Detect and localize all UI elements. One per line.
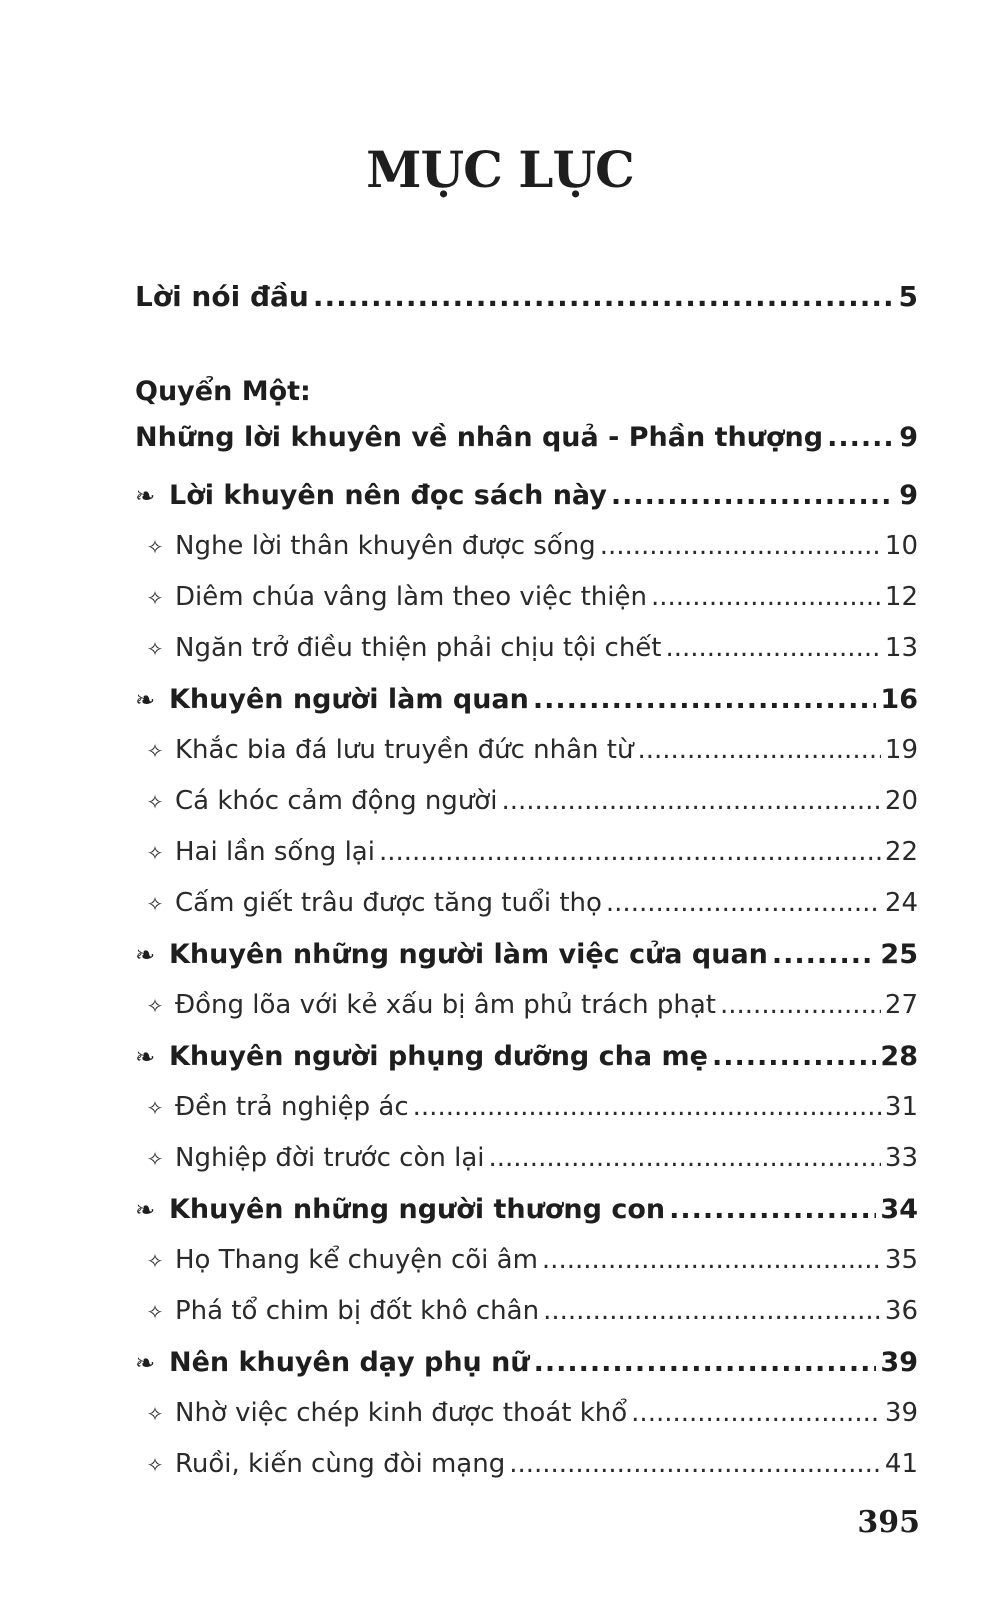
leader-dots	[611, 480, 895, 511]
toc-entry-label: Khắc bia đá lưu truyền đức nhân từ	[175, 735, 634, 765]
toc-entry-page: 28	[880, 1041, 918, 1072]
toc-entry-label: Nghe lời thân khuyên được sống	[175, 531, 596, 561]
leader-dots	[543, 1296, 881, 1326]
leader-dots	[313, 280, 895, 313]
toc-entry-label: Họ Thang kể chuyện cõi âm	[175, 1245, 538, 1275]
toc-entry-label: Cá khóc cảm động người	[175, 786, 498, 816]
leader-dots	[379, 837, 881, 867]
toc-entry-label: Nhờ việc chép kinh được thoát khổ	[175, 1398, 628, 1428]
leader-dots	[651, 582, 881, 612]
four-point-star-icon: ✧	[146, 790, 164, 814]
leader-dots	[533, 684, 877, 715]
leader-dots	[637, 735, 880, 765]
floral-ornament-icon: ❧	[135, 941, 156, 969]
four-point-star-icon: ✧	[146, 1402, 164, 1426]
toc-entry-label: Khuyên những người làm việc cửa quan	[169, 939, 768, 970]
toc-section	[135, 1194, 918, 1245]
toc-entry-page: 39	[884, 1398, 918, 1428]
toc-section	[135, 939, 918, 990]
toc-entry-label: Cấm giết trâu được tăng tuổi thọ	[175, 888, 602, 918]
toc-item	[135, 786, 918, 837]
toc-entry-label: Đồng lõa với kẻ xấu bị âm phủ trách phạt	[175, 990, 716, 1020]
toc-entry-label: Khuyên người làm quan	[169, 684, 529, 715]
leader-dots	[720, 990, 881, 1020]
toc-entry-page: 10	[884, 531, 918, 561]
toc-entry-page: 5	[898, 280, 918, 313]
four-point-star-icon: ✧	[146, 586, 164, 610]
toc-item	[135, 1296, 918, 1347]
toc-entry-label: Hai lần sống lại	[175, 837, 375, 867]
toc-entry-page: 25	[880, 939, 918, 970]
toc-entry-label: Lời khuyên nên đọc sách này	[169, 480, 607, 511]
toc-entry-label: Phá tổ chim bị đốt khô chân	[175, 1296, 540, 1326]
toc-sections	[135, 480, 918, 1500]
toc-entry-label: Ruồi, kiến cùng đòi mạng	[175, 1449, 506, 1479]
toc-item	[135, 531, 918, 582]
leader-dots	[534, 1347, 877, 1378]
toc-entry-part	[135, 422, 918, 480]
toc-entry-page: 34	[880, 1194, 918, 1225]
toc-entry-page: 24	[884, 888, 918, 918]
leader-dots	[501, 786, 880, 816]
leader-dots	[509, 1449, 881, 1479]
toc-entry-page: 9	[899, 422, 918, 453]
table-of-contents	[135, 280, 918, 1500]
floral-ornament-icon: ❧	[135, 1196, 156, 1224]
four-point-star-icon: ✧	[146, 994, 164, 1018]
toc-entry-page: 31	[884, 1092, 918, 1122]
leader-dots	[542, 1245, 881, 1275]
toc-entry-label: Diêm chúa vâng làm theo việc thiện	[175, 582, 647, 612]
four-point-star-icon: ✧	[146, 1147, 164, 1171]
toc-entry-page: 9	[899, 480, 918, 511]
book-heading	[135, 376, 918, 422]
four-point-star-icon: ✧	[146, 841, 164, 865]
four-point-star-icon: ✧	[146, 739, 164, 763]
page-number: 395	[857, 1505, 920, 1540]
leader-dots	[631, 1398, 881, 1428]
four-point-star-icon: ✧	[146, 535, 164, 559]
toc-entry-label: Lời nói đầu	[135, 280, 309, 313]
toc-entry-page: 35	[884, 1245, 918, 1275]
toc-entry-page: 36	[884, 1296, 918, 1326]
toc-item	[135, 1245, 918, 1296]
floral-ornament-icon: ❧	[135, 686, 156, 714]
floral-ornament-icon: ❧	[135, 482, 156, 510]
toc-item	[135, 1092, 918, 1143]
leader-dots	[413, 1092, 881, 1122]
four-point-star-icon: ✧	[146, 1249, 164, 1273]
toc-entry-page: 20	[884, 786, 918, 816]
toc-entry-page: 13	[884, 633, 918, 663]
toc-entry-page: 16	[880, 684, 918, 715]
toc-item	[135, 837, 918, 888]
toc-entry-page: 33	[884, 1143, 918, 1173]
toc-item	[135, 582, 918, 633]
leader-dots	[669, 1194, 876, 1225]
leader-dots	[827, 422, 895, 453]
four-point-star-icon: ✧	[146, 637, 164, 661]
toc-entry-page: 22	[884, 837, 918, 867]
toc-entry-label: Nghiệp đời trước còn lại	[175, 1143, 485, 1173]
toc-section	[135, 1041, 918, 1092]
leader-dots	[712, 1041, 876, 1072]
toc-entry-label: Khuyên những người thương con	[169, 1194, 666, 1225]
leader-dots	[600, 531, 881, 561]
leader-dots	[606, 888, 881, 918]
toc-entry-label: Ngăn trở điều thiện phải chịu tội chết	[175, 633, 662, 663]
toc-item	[135, 888, 918, 939]
leader-dots	[772, 939, 877, 970]
toc-item	[135, 1449, 918, 1500]
leader-dots	[488, 1143, 880, 1173]
toc-item	[135, 633, 918, 684]
toc-entry-label: Nên khuyên dạy phụ nữ	[169, 1347, 530, 1378]
four-point-star-icon: ✧	[146, 1096, 164, 1120]
toc-section	[135, 684, 918, 735]
toc-entry-label: Những lời khuyên về nhân quả - Phần thượng	[135, 422, 824, 453]
toc-item	[135, 990, 918, 1041]
toc-entry-page: 39	[880, 1347, 918, 1378]
page-title: MỤC LỤC	[366, 140, 634, 199]
four-point-star-icon: ✧	[146, 892, 164, 916]
floral-ornament-icon: ❧	[135, 1349, 156, 1377]
four-point-star-icon: ✧	[146, 1300, 164, 1324]
leader-dots	[665, 633, 880, 663]
toc-entry-label: Đền trả nghiệp ác	[175, 1092, 409, 1122]
toc-section	[135, 480, 918, 531]
toc-entry-label: Khuyên người phụng dưỡng cha mẹ	[169, 1041, 708, 1072]
toc-entry-page: 19	[884, 735, 918, 765]
toc-section	[135, 1347, 918, 1398]
book-heading-label: Quyển Một:	[135, 376, 311, 407]
toc-entry-page: 12	[884, 582, 918, 612]
toc-item	[135, 1143, 918, 1194]
toc-entry-page: 27	[884, 990, 918, 1020]
four-point-star-icon: ✧	[146, 1453, 164, 1477]
toc-item	[135, 1398, 918, 1449]
floral-ornament-icon: ❧	[135, 1043, 156, 1071]
toc-entry-preface	[135, 280, 918, 376]
toc-item	[135, 735, 918, 786]
toc-entry-page: 41	[884, 1449, 918, 1479]
